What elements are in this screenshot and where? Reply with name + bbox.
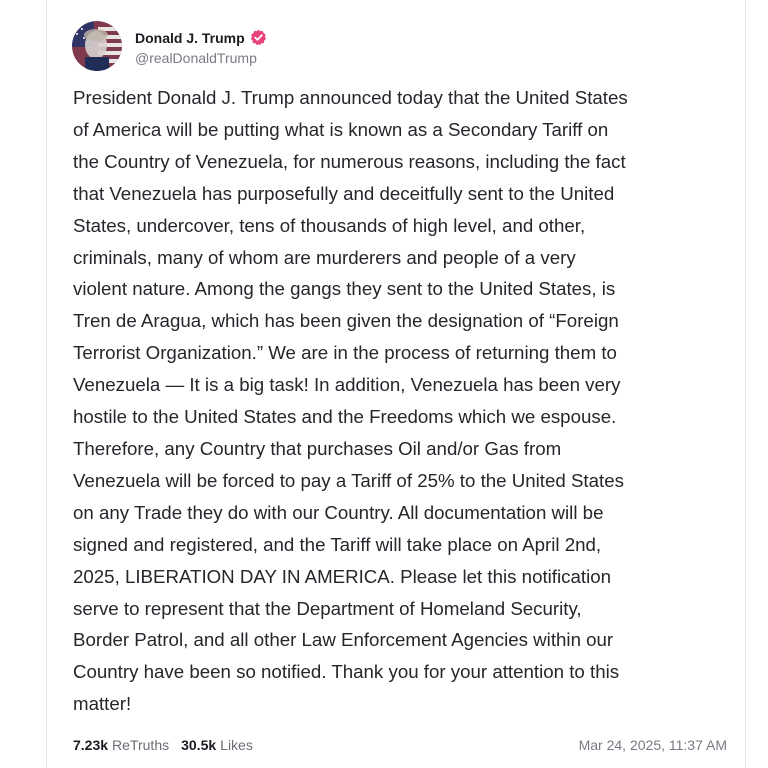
- post-header: [72, 20, 267, 72]
- post-body-text: President Donald J. Trump announced today that the United States of America will be putting what is known as a Secondary Tariff on the Country of Venezuela, for numerous reasons, including the fact that Venezuela has purposefully and deceitfully sent to the United States, undercover, tens of thousands of high level, and other, criminals, many of whom are murderers and people of a very violent nature. Among the gangs they sent to the United States, is Tren de Aragua, which has been given the designation of “Foreign Terrorist Organization.” We are in the process of returning them to Venezuela — It is a big task! In addition, Venezuela has been very hostile to the United States and the Freedoms which we espouse. Therefore, any Country that purchases Oil and/or Gas from Venezuela will be forced to pay a Tariff of 25% to the United States on any Trade they do with our Country. All documentation will be signed and registered, and the Tariff will take place on April 2nd, 2025, LIBERATION DAY IN AMERICA. Please let this notification serve to represent that the Department of Homeland Security, Border Patrol, and all other Law Enforcement Agencies within our Country have been so notified. Thank you for your attention to this matter!: [73, 87, 628, 715]
- retruths-stat[interactable]: [73, 737, 169, 753]
- likes-label: Likes: [220, 737, 253, 753]
- author-names: [135, 27, 267, 66]
- avatar[interactable]: [72, 21, 122, 71]
- display-name-row: [135, 27, 267, 49]
- post-footer: [73, 733, 727, 757]
- likes-count: 30.5k: [181, 737, 217, 753]
- post-card: [46, 0, 746, 768]
- author-display-name[interactable]: Donald J. Trump: [135, 29, 245, 46]
- author-handle[interactable]: @realDonaldTrump: [135, 49, 257, 66]
- avatar-image: [72, 21, 122, 71]
- post-timestamp[interactable]: Mar 24, 2025, 11:37 AM: [578, 737, 727, 753]
- retruths-count: 7.23k: [73, 737, 109, 753]
- retruths-label: ReTruths: [112, 737, 170, 753]
- verified-badge-icon: [250, 29, 267, 46]
- likes-stat[interactable]: [181, 737, 253, 753]
